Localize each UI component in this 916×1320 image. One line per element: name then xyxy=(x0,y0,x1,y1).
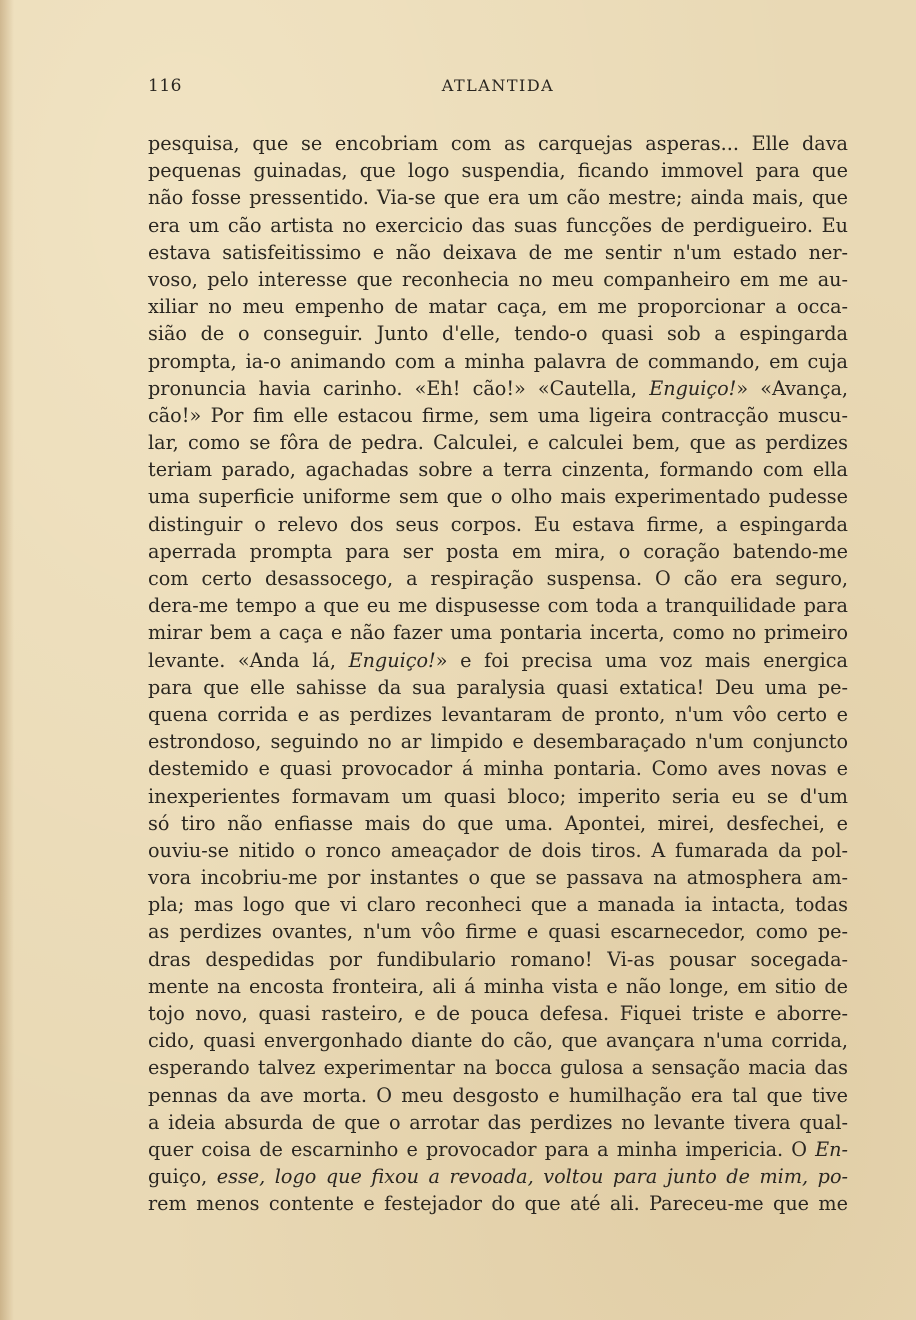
italic-text: En- xyxy=(815,1137,848,1161)
text-line: uma superficie uniforme sem que o olho mais experimentado pudesse xyxy=(148,485,848,509)
text-line: sião de o conseguir. Junto d'elle, tendo-o quasi sob a espingarda xyxy=(148,322,848,346)
text-line: inexperientes formavam um quasi bloco; imperito seria eu se d'um xyxy=(148,784,848,808)
text-line: cão!» Por fim elle estacou firme, sem uma ligeira contracção muscu- xyxy=(148,403,848,427)
text-line: estava satisfeitissimo e não deixava de me sentir n'um estado ner- xyxy=(148,240,848,264)
text-line: estrondoso, seguindo no ar limpido e desembaraçado n'um conjuncto xyxy=(148,730,848,754)
text-line: quena corrida e as perdizes levantaram de pronto, n'um vôo certo e xyxy=(148,702,848,726)
italic-text: Enguiço! xyxy=(348,648,436,672)
text-line: rem menos contente e festejador do que até ali. Pareceu-me que me xyxy=(148,1192,848,1216)
text-line: pequenas guinadas, que logo suspendia, ficando immovel para que xyxy=(148,159,848,183)
text-line: xiliar no meu empenho de matar caça, em me proporcionar a occa- xyxy=(148,295,848,319)
text-line: lar, como se fôra de pedra. Calculei, e calculei bem, que as perdizes xyxy=(148,431,848,455)
text-line: mirar bem a caça e não fazer uma pontaria incerta, como no primeiro xyxy=(148,621,848,645)
text-line: pronuncia havia carinho. «Eh! cão!» «Cautella, Enguiço!» «Avança, xyxy=(148,376,848,400)
text-line: com certo desassocego, a respiração suspensa. O cão era seguro, xyxy=(148,567,848,590)
text-line: vora incobriu-me por instantes o que se passava na atmosphera am- xyxy=(148,866,848,890)
text-line: para que elle sahisse da sua paralysia quasi extatica! Deu uma pe- xyxy=(148,675,848,699)
text-line: levante. «Anda lá, Enguiço!» e foi precisa uma voz mais energica xyxy=(148,648,848,672)
text-line: pesquisa, que se encobriam com as carquejas asperas... Elle dava xyxy=(148,132,848,155)
text-line: as perdizes ovantes, n'um vôo firme e quasi escarnecedor, como pe- xyxy=(148,920,848,944)
text-line: prompta, ia-o animando com a minha palavra de commando, em cuja xyxy=(148,349,848,373)
italic-text: Enguiço! xyxy=(649,376,737,400)
page-header xyxy=(148,76,848,106)
text-line: aperrada prompta para ser posta em mira, o coração batendo-me xyxy=(148,539,848,563)
text-line: tojo novo, quasi rasteiro, e de pouca defesa. Fiquei triste e aborre- xyxy=(148,1002,848,1025)
text-line: voso, pelo interesse que reconhecia no meu companheiro em me au- xyxy=(148,267,848,291)
text-line: pla; mas logo que vi claro reconheci que a manada ia intacta, todas xyxy=(148,893,848,917)
text-line: teriam parado, agachadas sobre a terra cinzenta, formando com ella xyxy=(148,458,848,482)
text-line: mente na encosta fronteira, ali á minha vista e não longe, em sitio de xyxy=(148,974,848,998)
text-line: ouviu-se nitido o ronco ameaçador de dois tiros. A fumarada da pol- xyxy=(148,838,848,862)
text-line: dera-me tempo a que eu me dispusesse com toda a tranquilidade para xyxy=(148,594,848,618)
text-line: pennas da ave morta. O meu desgosto e humilhação era tal que tive xyxy=(148,1083,848,1107)
running-title: ATLANTIDA xyxy=(441,76,555,95)
text-line: esperando talvez experimentar na bocca gulosa a sensação macia das xyxy=(148,1056,848,1080)
text-line: era um cão artista no exercicio das suas funcções de perdigueiro. Eu xyxy=(148,213,848,237)
text-line: só tiro não enfiasse mais do que uma. Apontei, mirei, desfechei, e xyxy=(148,811,848,835)
text-line: a ideia absurda de que o arrotar das perdizes no levante tivera qual- xyxy=(148,1110,848,1134)
text-line: quer coisa de escarninho e provocador para a minha impericia. O En- xyxy=(148,1137,848,1161)
text-line: dras despedidas por fundibulario romano! Vi-as pousar socegada- xyxy=(148,947,848,971)
text-line: não fosse pressentido. Via-se que era um cão mestre; ainda mais, que xyxy=(148,186,848,210)
text-line: destemido e quasi provocador á minha pontaria. Como aves novas e xyxy=(148,757,848,781)
text-line: guiço, esse, logo que fixou a revoada, voltou para junto de mim, po- xyxy=(148,1165,848,1189)
page-number: 116 xyxy=(148,76,182,96)
text-line: distinguir o relevo dos seus corpos. Eu estava firme, a espingarda xyxy=(148,512,848,536)
body-text xyxy=(148,130,848,1218)
text-line: cido, quasi envergonhado diante do cão, que avançara n'uma corrida, xyxy=(148,1029,848,1053)
page-edge-shadow xyxy=(0,0,14,1320)
italic-text: esse, logo que fixou a revoada, voltou para junto de mim, po- xyxy=(207,1165,848,1189)
